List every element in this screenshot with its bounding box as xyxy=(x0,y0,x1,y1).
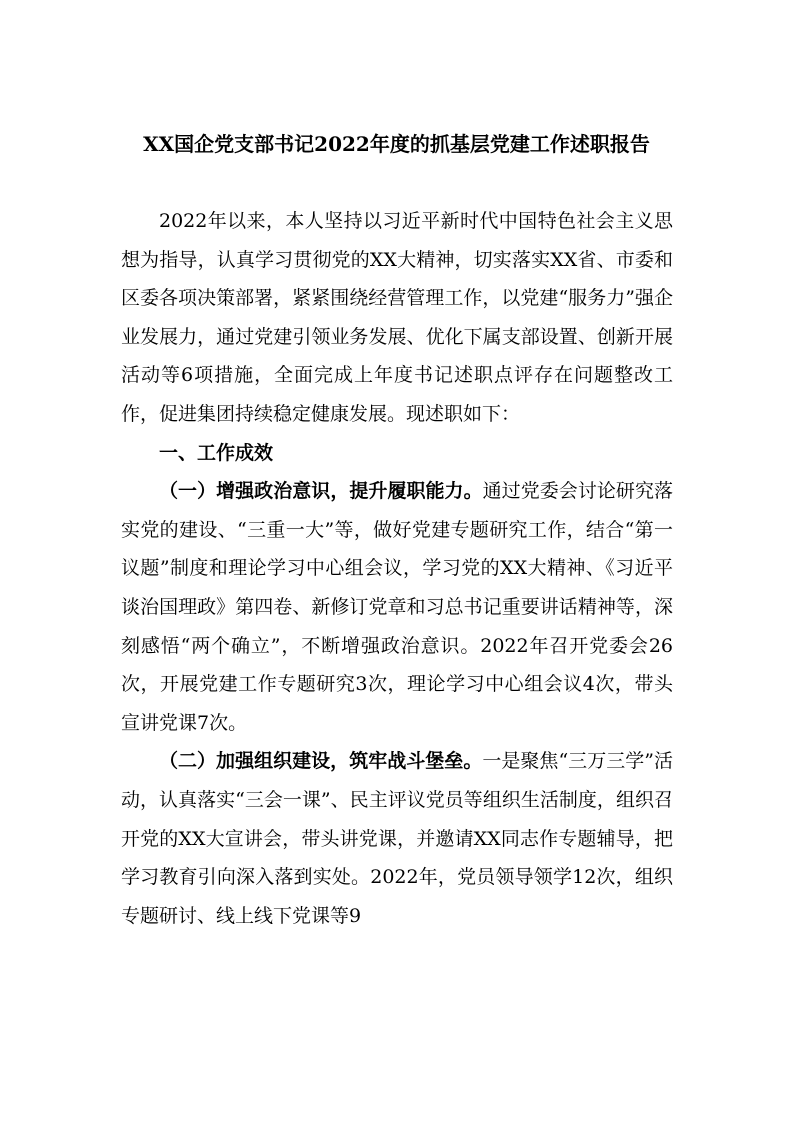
item-paragraph-2 xyxy=(121,742,673,935)
document-title: XX国企党支部书记2022年度的抓基层党建工作述职报告 xyxy=(143,132,650,156)
section-heading-results: 一、工作成效 xyxy=(159,441,274,464)
item-lead-2: （二）加强组织建设，筑牢战斗堡垒。 xyxy=(159,750,483,773)
item-lead-1: （一）增强政治意识，提升履职能力。 xyxy=(159,480,483,503)
document-body xyxy=(121,202,673,935)
item-text-2: 一是聚焦“三万三学”活动，认真落实“三会一课”、民主评议党员等组织生活制度，组织召开党的XX大宣讲会，带头讲党课，并邀请XX同志作专题辅导，把学习教育引向深入落到实处。2022年，党员领导领学12次，组织专题研讨、线上线下党课等9 xyxy=(121,750,673,927)
item-paragraph-1 xyxy=(121,472,673,742)
item-text-1: 通过党委会讨论研究落实党的建设、“三重一大”等，做好党建专题研究工作，结合“第一议题”制度和理论学习中心组会议，学习党的XX大精神、《习近平谈治国理政》第四卷、新修订党章和习总书记重要讲话精神等，深刻感悟“两个确立”，不断增强政治意识。2022年召开党委会26次，开展党建工作专题研究3次，理论学习中心组会议4次，带头宣讲党课7次。 xyxy=(121,480,673,734)
intro-paragraph: 2022年以来，本人坚持以习近平新时代中国特色社会主义思想为指导，认真学习贯彻党的XX大精神，切实落实XX省、市委和区委各项决策部署，紧紧围绕经营管理工作，以党建“服务力”强企业发展力，通过党建引领业务发展、优化下属支部设置、创新开展活动等6项措施，全面完成上年度书记述职点评存在问题整改工作，促进集团持续稳定健康发展。现述职如下： xyxy=(121,210,673,425)
